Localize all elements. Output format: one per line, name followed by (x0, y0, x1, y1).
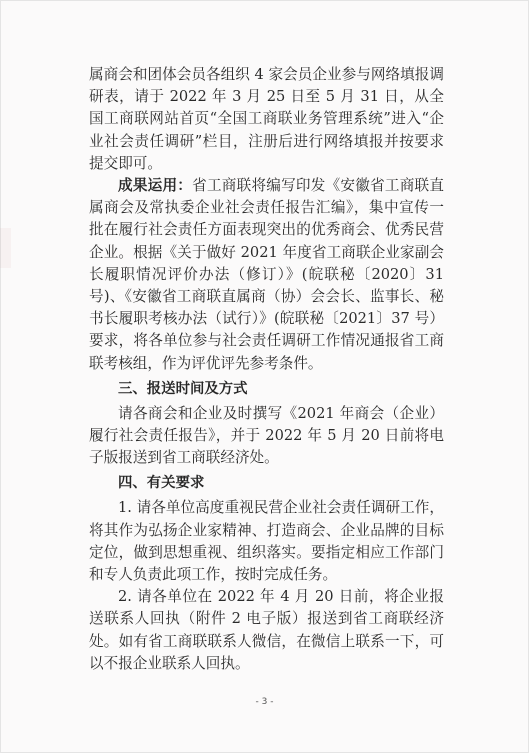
paragraph-submission: 请各商会和企业及时撰写《2021 年商会（企业）履行社会责任报告》，并于 2022 年 5 月 20 日前将电子版报送到省工商联经济处。 (89, 404, 444, 467)
document-body (89, 64, 444, 675)
results-usage-label: 成果运用： (118, 177, 193, 195)
paragraph-requirement-1: 1. 请各单位高度重视民营企业社会责任调研工作，将其作为弘扬企业家精神、打造商会、企业品牌的目标定位，做到思想重视、组织落实。要指定相应工作部门和专人负责此项工作，按时完成任务。 (89, 499, 444, 584)
stamp-trace (0, 228, 11, 268)
page-number: - 3 - (255, 697, 274, 707)
results-usage-text: 省工商联将编写印发《安徽省工商联直属商会及常执委企业社会责任报告汇编》，集中宣传一批在履行社会责任方面表现突出的优秀商会、优秀民营企业。根据《关于做好 2021 年度省工商联企业家副会长履职情况评价办法（修订）》(皖联秘〔2020〕31 号)、《安徽省工商联直属商（协）会会长、监事长、秘书长履职考核办法（试行）》(皖联秘〔2021〕37 号）要求，将各单位参与社会责任调研工作情况通报省工商联考核组，作为评优评先参考条件。 (89, 177, 444, 372)
paragraph-requirement-2: 2. 请各单位在 2022 年 4 月 20 日前，将企业报送联系人回执（附件 2 电子版）报送到省工商联经济处。如有省工商联联系人微信，在微信上联系一下，可以不报企业联系人回执。 (89, 588, 444, 672)
paragraph-results-usage (89, 175, 444, 375)
paragraph-survey-instructions: 属商会和团体会员各组织 4 家会员企业参与网络填报调研表，请于 2022 年 3 月 25 日至 5 月 31 日，从全国工商联网站首页“全国工商联业务管理系统”进入“企业社会责任调研”栏目，注册后进行网络填报并按要求提交即可。 (89, 66, 444, 172)
section-heading-submission: 三、报送时间及方式 (118, 380, 248, 397)
section-heading-requirements: 四、有关要求 (118, 475, 205, 492)
